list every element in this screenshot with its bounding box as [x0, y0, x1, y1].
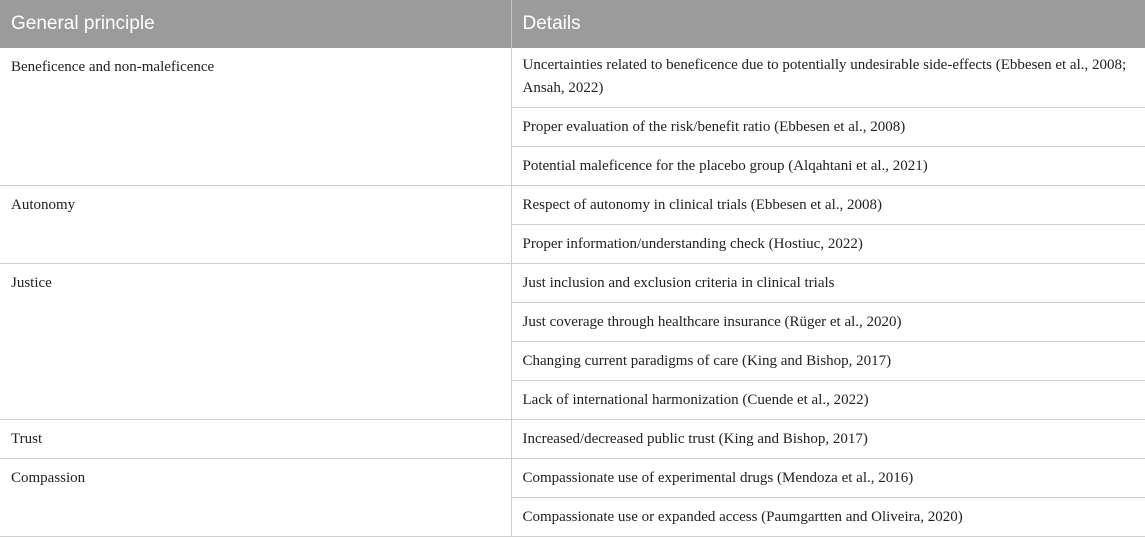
header-general-principle: General principle	[0, 0, 511, 48]
table-row	[0, 48, 1145, 108]
table-row	[0, 186, 1145, 225]
detail-cell: Just inclusion and exclusion criteria in clinical trials	[511, 264, 1145, 303]
detail-cell: Increased/decreased public trust (King and Bishop, 2017)	[511, 420, 1145, 459]
detail-cell: Compassionate use or expanded access (Paumgartten and Oliveira, 2020)	[511, 498, 1145, 537]
principle-cell-beneficence: Beneficence and non-maleficence	[0, 48, 511, 186]
principle-cell-autonomy: Autonomy	[0, 186, 511, 264]
detail-cell: Proper information/understanding check (Hostiuc, 2022)	[511, 225, 1145, 264]
header-row	[0, 0, 1145, 48]
detail-cell: Changing current paradigms of care (King and Bishop, 2017)	[511, 342, 1145, 381]
detail-cell: Just coverage through healthcare insurance (Rüger et al., 2020)	[511, 303, 1145, 342]
table-row	[0, 420, 1145, 459]
detail-cell: Compassionate use of experimental drugs (Mendoza et al., 2016)	[511, 459, 1145, 498]
table-header	[0, 0, 1145, 48]
detail-cell: Proper evaluation of the risk/benefit ratio (Ebbesen et al., 2008)	[511, 108, 1145, 147]
table-row	[0, 264, 1145, 303]
table-body	[0, 48, 1145, 537]
principle-cell-compassion: Compassion	[0, 459, 511, 537]
detail-cell: Uncertainties related to beneficence due to potentially undesirable side-effects (Ebbesen et al., 2008; Ansah, 2022)	[511, 48, 1145, 108]
detail-cell: Respect of autonomy in clinical trials (Ebbesen et al., 2008)	[511, 186, 1145, 225]
principle-cell-trust: Trust	[0, 420, 511, 459]
detail-cell: Lack of international harmonization (Cuende et al., 2022)	[511, 381, 1145, 420]
detail-cell: Potential maleficence for the placebo group (Alqahtani et al., 2021)	[511, 147, 1145, 186]
principle-cell-justice: Justice	[0, 264, 511, 420]
table-row	[0, 459, 1145, 498]
header-details: Details	[511, 0, 1145, 48]
